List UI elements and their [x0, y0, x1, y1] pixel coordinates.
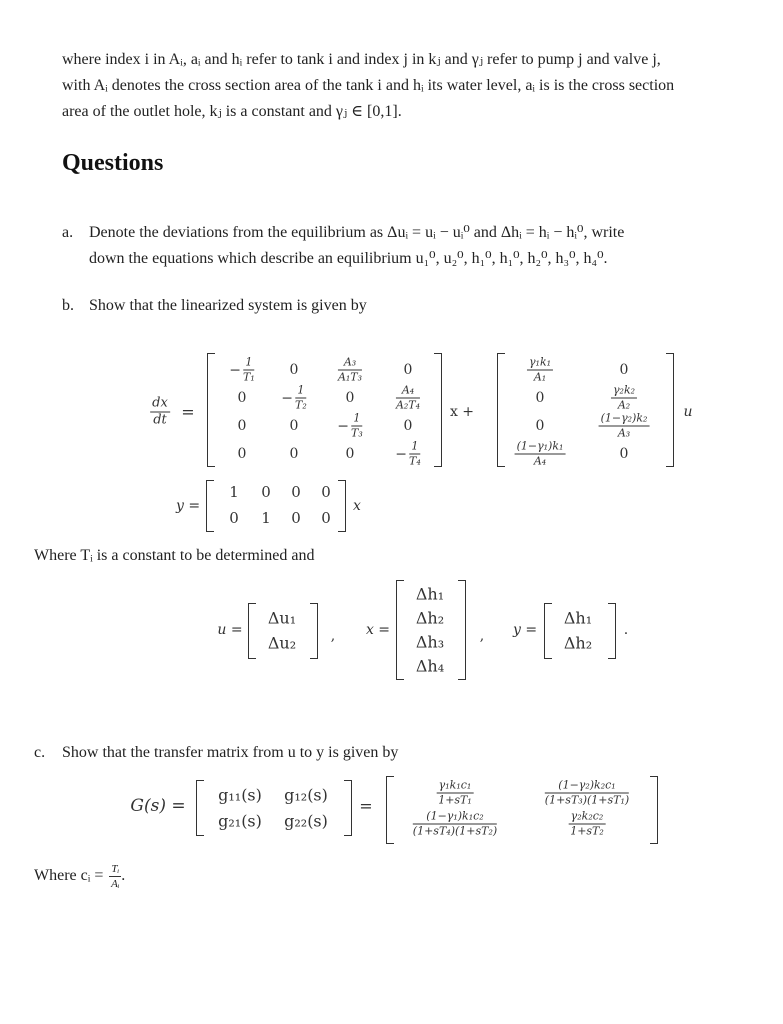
matrix-b-cell-1-2: 0 — [619, 362, 629, 378]
y-vector-lhs: y = — [512, 622, 538, 638]
matrix-b-right-bracket — [666, 353, 674, 467]
matrix-c-cell-1-4: 0 — [321, 483, 331, 501]
g-matrix-cell-1-1: g₁₁(s) — [218, 785, 262, 805]
y-vector-entry-1: Δh₁ — [563, 608, 593, 628]
y-vector-right-bracket — [608, 603, 616, 659]
u-vector-entry-2: Δu₂ — [267, 633, 297, 653]
intro-line-1: where index i in Aᵢ, aᵢ and hᵢ refer to tank i and index j in kⱼ and γⱼ refer to pump j and valve j, — [62, 51, 661, 68]
matrix-c-cell-1-2: 0 — [261, 483, 271, 501]
matrix-a-cell-1-1: − $\frac{1}{\text{T₁}}$ — [229, 355, 255, 384]
transfer-cell-2-1: $\frac{\text{(1−γ₁)k₁c₂}}{\text{(1+sT₄)(1+sT₂)}}$ — [412, 809, 498, 838]
equation-b-equals: = — [181, 402, 195, 422]
matrix-b-cell-4-1: $\frac{\text{(1−γ₁)k₁}}{\text{A₄}}$ — [516, 439, 564, 468]
where-t-text: Where Tᵢ is a constant to be determined and — [34, 547, 315, 564]
matrix-a-cell-4-2: 0 — [289, 446, 299, 462]
x-vector-left-bracket — [396, 580, 404, 680]
question-c-marker: c. — [34, 744, 46, 761]
g-of-s-lhs: G(s) = — [130, 796, 186, 816]
matrix-b-cell-2-2: $\frac{\text{γ₂k₂}}{\text{A₂}}$ — [612, 383, 636, 412]
transfer-left-bracket — [386, 776, 394, 844]
question-a-line-1: Denote the deviations from the equilibrium as Δuᵢ = uᵢ − uᵢ⁰ and Δhᵢ = hᵢ − hᵢ⁰, write — [89, 224, 625, 241]
matrix-a-cell-2-2: − $\frac{1}{\text{T₂}}$ — [281, 383, 307, 412]
transfer-cell-1-1: $\frac{\text{γ₁k₁c₁}}{\text{1+sT₁}}$ — [438, 778, 472, 807]
x-symbol: x — [353, 498, 361, 514]
x-vector-entry-1: Δh₁ — [415, 584, 445, 604]
matrix-b-cell-4-2: 0 — [619, 446, 629, 462]
matrix-a-right-bracket — [434, 353, 442, 467]
u-vector-left-bracket — [248, 603, 256, 659]
matrix-b-cell-3-2: $\frac{\text{(1−γ₂)k₂}}{\text{A₃}}$ — [600, 411, 648, 440]
x-vector-entry-4: Δh₄ — [415, 656, 445, 676]
g-matrix-right-bracket — [344, 780, 352, 836]
g-matrix-equals: = — [359, 796, 373, 816]
g-matrix-cell-1-2: g₁₂(s) — [284, 785, 328, 805]
c-fraction-denominator: Aᵢ — [111, 878, 120, 890]
question-a-marker: a. — [62, 224, 74, 241]
x-vector-right-bracket — [458, 580, 466, 680]
matrix-a-cell-2-1: 0 — [237, 390, 247, 406]
matrix-a-cell-4-4: − $\frac{1}{\text{T₄}}$ — [395, 439, 421, 468]
matrix-a-left-bracket — [207, 353, 215, 467]
matrix-a-cell-4-3: 0 — [345, 446, 355, 462]
matrix-c-right-bracket — [338, 480, 346, 532]
u-vector-comma: , — [330, 628, 336, 644]
matrix-a-cell-3-2: 0 — [289, 418, 299, 434]
y-vector-entry-2: Δh₂ — [563, 633, 593, 653]
dx-dt-fraction: $\frac{dx}{dt}$ — [152, 395, 168, 428]
c-fraction-numerator: Tᵢ — [111, 863, 120, 875]
transfer-cell-2-2: $\frac{\text{γ₂k₂c₂}}{\text{1+sT₂}}$ — [570, 809, 604, 838]
matrix-a-cell-4-1: 0 — [237, 446, 247, 462]
matrix-a-cell-3-1: 0 — [237, 418, 247, 434]
g-matrix-cell-2-1: g₂₁(s) — [218, 811, 262, 831]
matrix-b-cell-2-1: 0 — [535, 390, 545, 406]
matrix-c-cell-2-2: 1 — [261, 509, 271, 527]
matrix-a-cell-1-3: $\frac{\text{A₃}}{\text{A₁T₃}}$ — [337, 355, 363, 384]
question-b-marker: b. — [62, 297, 74, 314]
questions-heading: Questions — [62, 150, 164, 176]
matrix-c-cell-1-1: 1 — [229, 483, 239, 501]
y-equals: y = — [175, 498, 201, 514]
matrix-b-cell-1-1: $\frac{\text{γ₁k₁}}{\text{A₁}}$ — [528, 355, 552, 384]
g-matrix-left-bracket — [196, 780, 204, 836]
where-c-label: Where cᵢ = $\frac{\text{Tᵢ}}{\text{Aᵢ}}$ . — [34, 863, 126, 890]
transfer-cell-1-2: $\frac{\text{(1−γ₂)k₂c₁}}{\text{(1+sT₃)(1+sT₁)}}$ — [544, 778, 630, 807]
u-vector-lhs: u = — [217, 622, 243, 638]
x-vector-lhs: x = — [365, 622, 391, 638]
x-vector-comma: , — [479, 628, 485, 644]
matrix-a-cell-2-3: 0 — [345, 390, 355, 406]
y-vector-period: . — [623, 622, 629, 638]
x-vector-entry-3: Δh₃ — [415, 632, 445, 652]
matrix-a-cell-1-2: 0 — [289, 362, 299, 378]
x-vector-entry-2: Δh₂ — [415, 608, 445, 628]
matrix-c-cell-1-3: 0 — [291, 483, 301, 501]
u-vector-right-bracket — [310, 603, 318, 659]
matrix-a-cell-1-4: 0 — [403, 362, 413, 378]
u-vector-entry-1: Δu₁ — [267, 608, 297, 628]
y-vector-left-bracket — [544, 603, 552, 659]
matrix-a-cell-3-3: − $\frac{1}{\text{T₃}}$ — [337, 411, 363, 440]
matrix-b-cell-3-1: 0 — [535, 418, 545, 434]
question-c-text: Show that the transfer matrix from u to y is given by — [62, 744, 399, 761]
matrix-c-cell-2-1: 0 — [229, 509, 239, 527]
question-b-text: Show that the linearized system is given by — [89, 297, 367, 314]
matrix-a-cell-2-4: $\frac{\text{A₄}}{\text{A₂T₄}}$ — [395, 383, 421, 412]
x-plus: x + — [449, 404, 475, 420]
matrix-c-cell-2-3: 0 — [291, 509, 301, 527]
g-matrix-cell-2-2: g₂₂(s) — [284, 811, 328, 831]
matrix-c-left-bracket — [206, 480, 214, 532]
transfer-right-bracket — [650, 776, 658, 844]
intro-line-2: with Aᵢ denotes the cross section area of the tank i and hᵢ its water level, aᵢ is is the cross section — [62, 77, 675, 94]
u-symbol: u — [683, 404, 693, 420]
matrix-c-cell-2-4: 0 — [321, 509, 331, 527]
matrix-b-left-bracket — [497, 353, 505, 467]
matrix-a-cell-3-4: 0 — [403, 418, 413, 434]
question-a-line-2: down the equations which describe an equilibrium u₁⁰, u₂⁰, h₁⁰, h₁⁰, h₂⁰, h₃⁰, h₄⁰. — [89, 250, 608, 267]
intro-line-3: area of the outlet hole, kⱼ is a constant and γⱼ ∈ [0,1]. — [62, 103, 402, 120]
